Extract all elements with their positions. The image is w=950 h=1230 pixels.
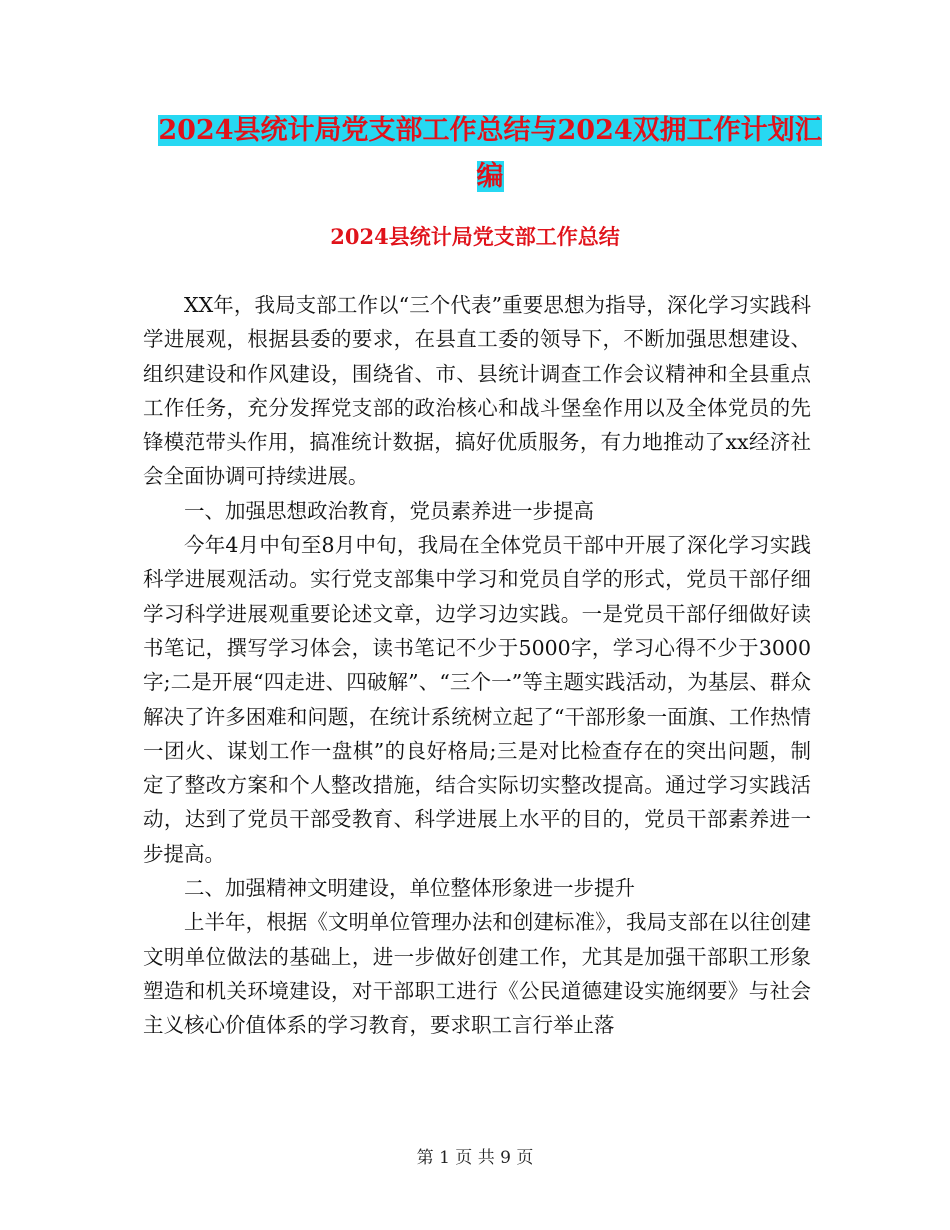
paragraph-part-two: 上半年，根据《文明单位管理办法和创建标准》，我局支部在以往创建文明单位做法的基础上，进一步做好创建工作，尤其是加强干部职工形象塑造和机关环境建设，对干部职工进行《公民道德建设实施纲要》与社会主义核心价值体系的学习教育，要求职工言行举止落 bbox=[143, 910, 811, 1038]
page-number-footer: 第 1 页 共 9 页 bbox=[416, 1148, 534, 1168]
paragraph-intro: XX年，我局支部工作以“三个代表”重要思想为指导，深化学习实践科学进展观，根据县委的要求，在县直工委的领导下，不断加强思想建设、组织建设和作风建设，围绕省、市、县统计调查工作会议精神和全县重点工作任务，充分发挥党支部的政治核心和战斗堡垒作用以及全体党员的先锋模范带头作用，搞准统计数据，搞好优质服务，有力地推动了xx经济社会全面协调可持续进展。 bbox=[143, 293, 811, 489]
section-title: 2024县统计局党支部工作总结 bbox=[330, 224, 620, 249]
heading-part-two: 二、加强精神文明建设，单位整体形象进一步提升 bbox=[184, 876, 635, 901]
document-title-line1: 2024县统计局党支部工作总结与2024双拥工作计划汇 bbox=[158, 115, 822, 146]
heading-part-one: 一、加强思想政治教育，党员素养进一步提高 bbox=[184, 498, 594, 523]
document-body bbox=[143, 288, 811, 1043]
document-title-line2: 编 bbox=[476, 161, 504, 192]
document-title bbox=[140, 108, 840, 200]
paragraph-part-one: 今年4月中旬至8月中旬，我局在全体党员干部中开展了深化学习实践科学进展观活动。实行党支部集中学习和党员自学的形式，党员干部仔细学习科学进展观重要论述文章，边学习边实践。一是党员干部仔细做好读书笔记，撰写学习体会，读书笔记不少于5000字，学习心得不少于3000字;二是开展“四走进、四破解”、“三个一”等主题实践活动，为基层、群众解决了许多困难和问题，在统计系统树立起了“干部形象一面旗、工作热情一团火、谋划工作一盘棋”的良好格局;三是对比检查存在的突出问题，制定了整改方案和个人整改措施，结合实际切实整改提高。通过学习实践活动，达到了党员干部受教育、科学进展上水平的目的，党员干部素养进一步提高。 bbox=[143, 533, 811, 866]
